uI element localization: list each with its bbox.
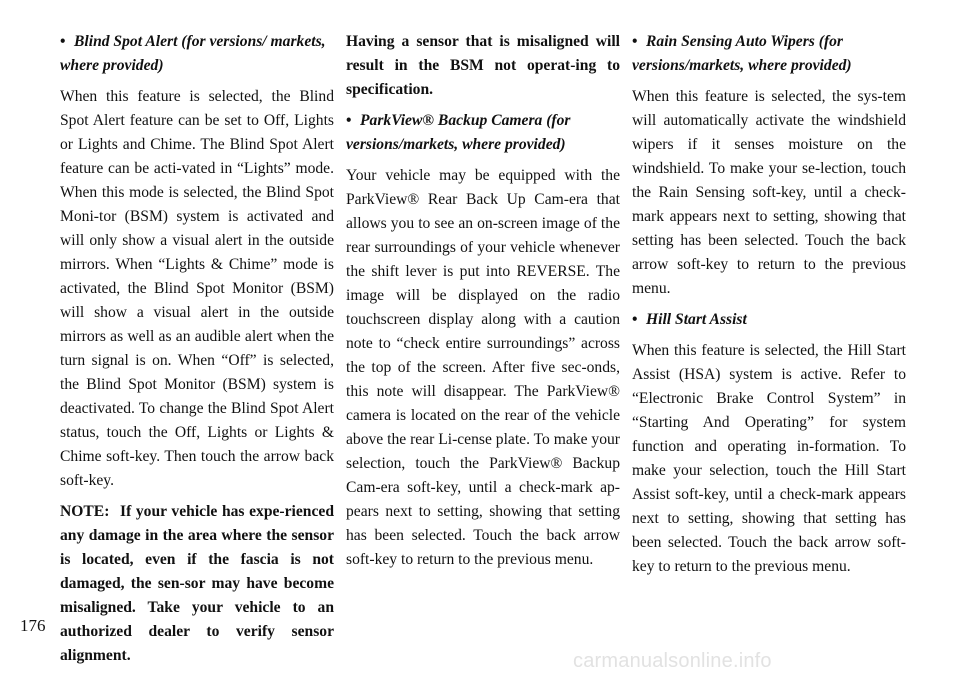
paragraph-blind-spot-alert: When this feature is selected, the Blind Spot Alert feature can be set to Off, Lights or Lights and Chime. The Blind Spot Alert feature can be acti-vated in “Lights” mode. When this mode is selected, the Blind Spot Moni-tor (BSM) system is activated and will only show a visual alert in the outside mirrors. When “Lights & Chime” mode is activated, the Blind Spot Monitor (BSM) will show a visual alert in the outside mirrors as well as an audible alert when the turn signal is on. When “Off” is selected, the Blind Spot Monitor (BSM) system is deactivated. To change the Blind Spot Alert status, touch the Off, Lights or Lights & Chime soft-key. Then touch the arrow back soft-key. <box>60 88 334 489</box>
heading-text: ParkView® Backup Camera (for versions/markets, where provided) <box>346 112 571 153</box>
note-text: If your vehicle has expe-rienced any damage in the area where the sensor is located, even if the fascia is not damaged, the sen-sor may have become misaligned. Take your vehicle to an authorized dealer to verify sensor alignment. <box>60 503 334 664</box>
column-left <box>60 30 334 675</box>
bullet-icon: • <box>60 33 66 50</box>
note-label: NOTE: <box>60 503 110 520</box>
column-middle <box>346 30 620 579</box>
heading-text: Hill Start Assist <box>646 311 747 328</box>
paragraph-hill-start: When this feature is selected, the Hill Start Assist (HSA) system is active. Refer to “Electronic Brake Control System” in “Starting And Operating” for system function and operating in-formation. To make your selection, touch the Hill Start Assist soft-key, until a check-mark appears next to setting, showing that setting has been selected. Touch the back arrow soft-key to return to the previous menu. <box>632 342 906 575</box>
section-heading-hill-start <box>632 308 906 332</box>
paragraph-parkview: Your vehicle may be equipped with the ParkView® Rear Back Up Cam-era that allows you to see an on-screen image of the rear surroundings of your vehicle whenever the shift lever is put into REVERSE. The image will be displayed on the radio touchscreen display along with a caution note to “check entire surroundings” across the top of the screen. After five sec-onds, this note will disappear. The ParkView® camera is located on the rear of the vehicle above the rear Li-cense plate. To make your selection, touch the ParkView® Backup Cam-era soft-key, until a check-mark ap-pears next to setting, showing that setting has been selected. Touch the back arrow soft-key to return to the previous menu. <box>346 167 620 568</box>
bullet-icon: • <box>632 311 638 328</box>
note-continuation: Having a sensor that is misaligned will result in the BSM not operat-ing to specification. <box>346 33 620 98</box>
column-right <box>632 30 906 586</box>
section-heading-blind-spot-alert <box>60 30 334 78</box>
page-number: 176 <box>20 616 46 635</box>
heading-text: Rain Sensing Auto Wipers (for versions/markets, where provided) <box>632 33 852 74</box>
note-paragraph <box>60 500 334 668</box>
section-heading-rain-sensing <box>632 30 906 78</box>
paragraph-rain-sensing: When this feature is selected, the sys-tem will automatically activate the windshield wipers if it senses moisture on the windshield. To make your se-lection, touch the Rain Sensing soft-key, until a check-mark appears next to setting, showing that setting has been selected. Touch the back arrow soft-key to return to the previous menu. <box>632 88 906 297</box>
watermark: carmanualsonline.info <box>573 650 772 672</box>
bullet-icon: • <box>632 33 638 50</box>
section-heading-parkview <box>346 109 620 157</box>
bullet-icon: • <box>346 112 352 129</box>
heading-text: Blind Spot Alert (for versions/ markets, where provided) <box>60 33 326 74</box>
